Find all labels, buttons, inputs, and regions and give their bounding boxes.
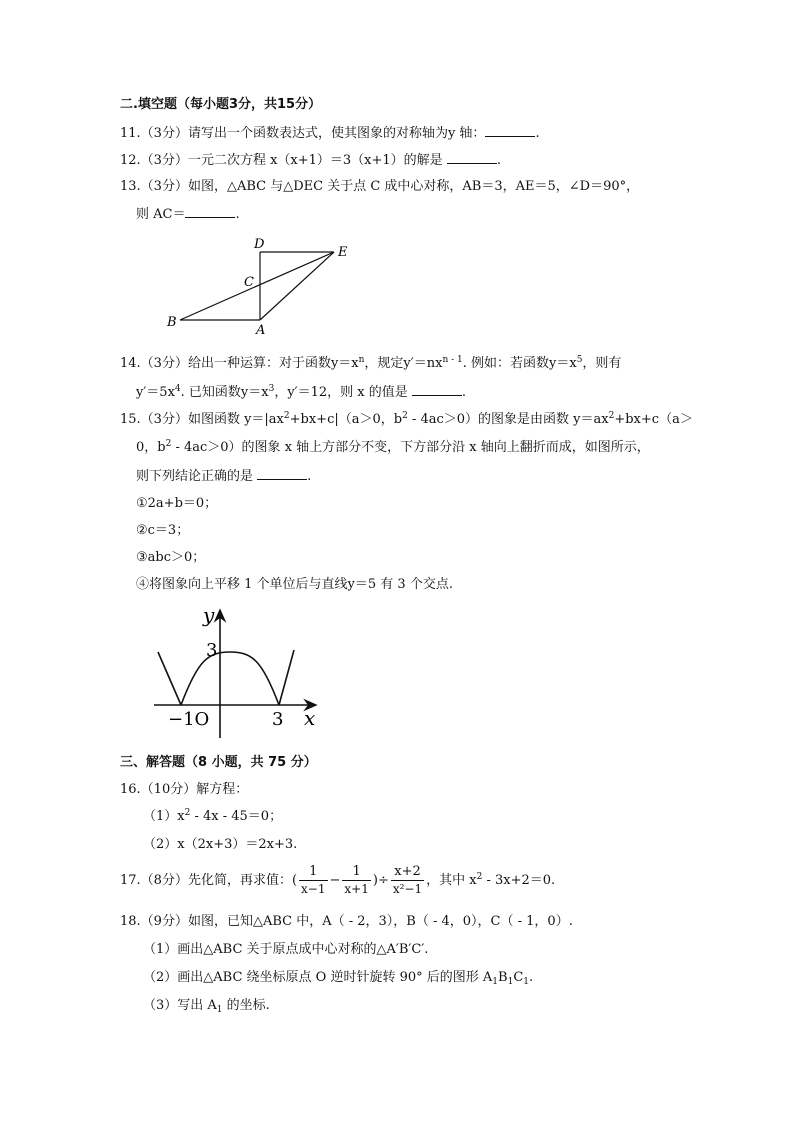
q12-text: 12.（3分）一元二次方程 x（x+1）＝3（x+1）的解是 — [120, 153, 447, 168]
q18-part2: （2）画出△ABC 绕坐标原点 O 逆时针旋转 90° 后的图形 $A_1B_1C_1$. — [143, 970, 534, 987]
q16-title: 16.（10分）解方程： — [120, 782, 249, 797]
q17-line: 17.（8分）先化简，再求值：( $\frac{1}{x-1}$ − $\frac{1}{x+1}$ )÷ $\frac{x+2}{\text{x²−1}}$ ，其中 $x^2 - 3x+2=0$. — [120, 864, 556, 896]
q16-part1: $(1)x^2 - 4x - 45=0$； — [143, 808, 283, 824]
q12-answer-blank[interactable] — [447, 151, 497, 164]
question-12: 12.（3分）一元二次方程 x（x+1）＝3（x+1）的解是 . — [120, 153, 501, 168]
q15-line1: 15.（3分）如图函数 $y=|ax^2+bx+c|(a>0$，$b^2 - 4ac>0$）的图象是由函数 $y=ax^2+bx+c(a>$ — [120, 411, 693, 427]
section3-header: 三、解答题（8 小题，共 75 分） — [120, 755, 317, 770]
segment-AE — [260, 252, 334, 320]
label-A: A — [256, 323, 266, 338]
q15-line2: 0，$b^2 - 4ac>0$）的图象 x 轴上方部分不变，下方部分沿 x 轴向上翻折而成，如图所示， — [136, 439, 650, 455]
q13-line2: 则 AC＝ . — [136, 207, 240, 222]
graph-arch — [181, 652, 279, 705]
q17-fraction-2: $\frac{1}{x+1}$ — [344, 864, 369, 896]
q15-answer-blank[interactable] — [257, 467, 307, 480]
label-C: C — [244, 275, 254, 290]
tick-label-3-x: 3 — [272, 709, 284, 730]
q15-graph — [148, 600, 328, 740]
q15-line3: 则下列结论正确的是 . — [136, 469, 312, 484]
q15-option-4: ④将图象向上平移 1 个单位后与直线y＝5 有 3 个交点. — [136, 577, 453, 592]
q14-line2: $y'=5x^4$. 已知函数$y=x^3$，y′＝12，则 x 的值是 . — [136, 384, 467, 400]
label-B: B — [167, 315, 177, 330]
q18-part1: （1）画出△ABC 关于原点成中心对称的△A′B′C′. — [143, 942, 429, 957]
graph-left-branch — [158, 652, 181, 705]
axis-label-y: y — [203, 603, 215, 627]
tick-label-3-y: 3 — [206, 640, 218, 661]
q18-part3: （3）写出 $A_1$ 的坐标. — [143, 998, 270, 1015]
q13-answer-blank[interactable] — [185, 205, 235, 218]
tick-label-minus1-origin: −1O — [168, 709, 210, 730]
question-11: 11.（3分）请写出一个函数表达式，使其图象的对称轴为y 轴： . — [120, 126, 540, 141]
q15-option-2: ②c＝3； — [136, 523, 190, 538]
q14-answer-blank[interactable] — [412, 383, 462, 396]
q18-line1: 18.（9分）如图，已知△ABC 中，A（ - 2，3），B（ - 4，0），C（ - 1，0）. — [120, 914, 573, 929]
label-E: E — [338, 245, 348, 260]
q17-fraction-3: $\frac{x+2}{\text{x²−1}}$ — [392, 864, 423, 896]
axis-label-x: x — [304, 706, 316, 730]
label-D: D — [254, 237, 265, 252]
q11-answer-blank[interactable] — [485, 124, 535, 137]
q11-text: 11.（3分）请写出一个函数表达式，使其图象的对称轴为y 轴： — [120, 126, 486, 141]
q16-part2: （2）x（2x+3）＝2x+3. — [143, 837, 298, 852]
section2-header: 二.填空题（每小题3分，共15分） — [120, 97, 322, 112]
q13-line1: 13.（3分）如图，△ABC 与△DEC 关于点 C 成中心对称，AB＝3，AE＝5，∠D＝90°， — [120, 179, 640, 194]
segment-BE — [180, 252, 334, 320]
q14-line1: 14.（3分）给出一种运算：对于函数$y=x^n$，规定$y'=nx^{n - 1}$. 例如：若函数$y=x^5$，则有 — [120, 355, 622, 371]
q15-option-3: ③abc＞0； — [136, 550, 206, 565]
graph-right-branch — [279, 650, 294, 705]
q17-fraction-1: $\frac{1}{x-1}$ — [301, 864, 326, 896]
q15-option-1: ①2a+b＝0； — [136, 496, 218, 511]
q13-figure — [160, 234, 360, 338]
